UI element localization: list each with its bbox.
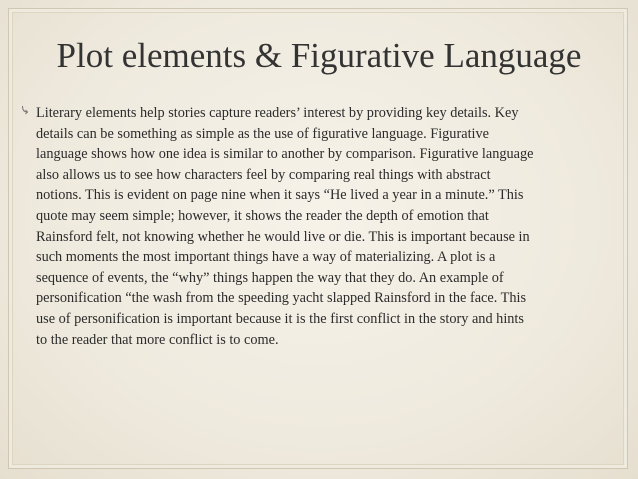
slide-title: Plot elements & Figurative Language	[56, 36, 582, 75]
paragraph-line: Rainsford felt, not knowing whether he would live or die. This is important because in	[36, 228, 530, 245]
paragraph-line: such moments the most important things have a way of materializing. A plot is a	[36, 249, 496, 266]
paragraph-line: details can be something as simple as the use of figurative language. Figurative	[36, 125, 490, 142]
paragraph-line: use of personification is important because it is the first conflict in the story and hints	[36, 310, 524, 327]
curved-arrow-bullet-icon	[21, 104, 30, 116]
paragraph-line: personification “the wash from the speeding yacht slapped Rainsford in the face. This	[36, 290, 527, 307]
paragraph-line: sequence of events, the “why” things happen the way that they do. An example of	[36, 269, 504, 286]
paragraph-line: to the reader that more conflict is to come.	[36, 331, 279, 348]
paragraph-line: language shows how one idea is similar to another by comparison. Figurative language	[36, 146, 534, 163]
paragraph-line: Literary elements help stories capture readers’ interest by providing key details. Key	[36, 105, 519, 121]
bullet-paragraph	[36, 103, 612, 350]
paragraph-line: also allows us to see how characters feel by comparing real things with abstract	[36, 166, 491, 183]
paragraph-line: quote may seem simple; however, it shows the reader the depth of emotion that	[36, 207, 489, 224]
paragraph-line: notions. This is evident on page nine when it says “He lived a year in a minute.” This	[36, 187, 524, 204]
